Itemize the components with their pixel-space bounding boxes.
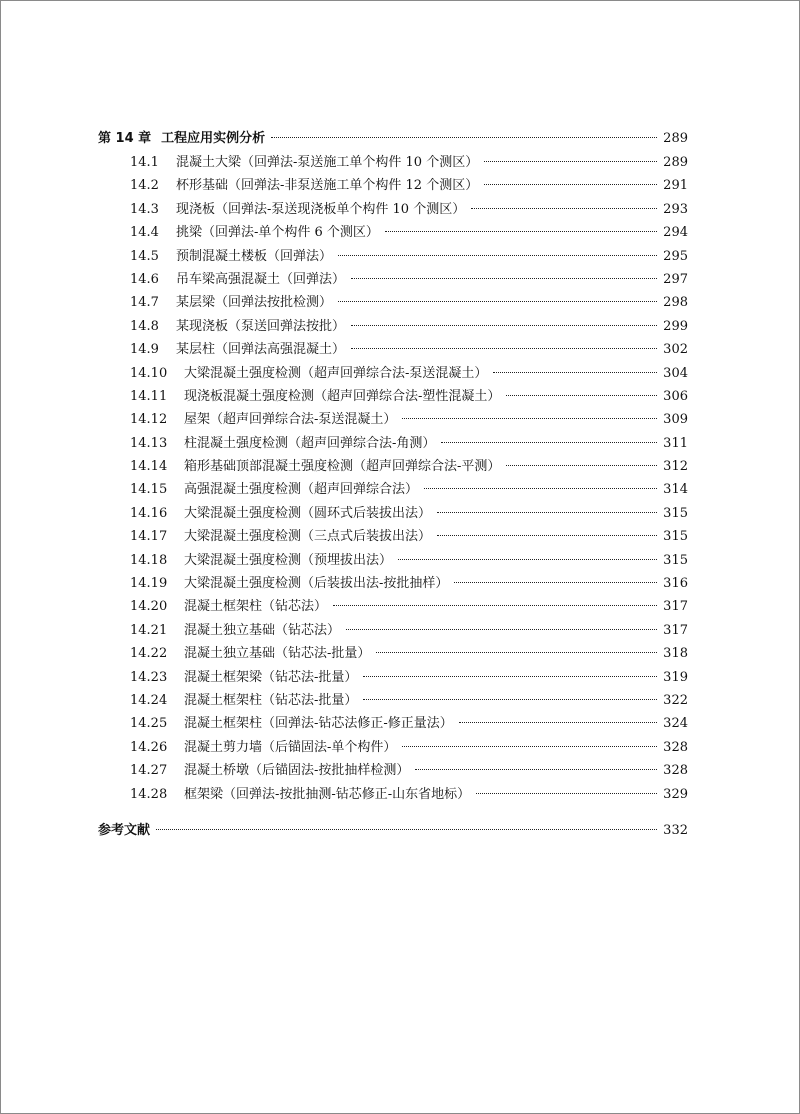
section-number: 14.1 (130, 155, 159, 170)
dot-leader (459, 722, 657, 723)
section-list (98, 151, 688, 806)
dot-leader (398, 559, 657, 560)
table-of-contents (98, 127, 688, 842)
references-page-number: 332 (663, 822, 688, 838)
toc-references-entry[interactable] (98, 819, 688, 842)
dot-leader (271, 137, 657, 138)
toc-section-entry[interactable] (98, 245, 688, 268)
section-page-number: 328 (663, 739, 688, 755)
section-number: 14.18 (130, 552, 168, 568)
section-number: 14.3 (130, 201, 159, 217)
section-title: 大梁混凝土强度检测（后装拔出法-按批抽样） (184, 576, 449, 592)
dot-leader (506, 395, 657, 396)
toc-section-entry[interactable] (98, 666, 688, 689)
section-page-number: 302 (663, 342, 688, 358)
section-number: 14.5 (130, 248, 159, 264)
section-title: 高强混凝土强度检测（超声回弹综合法） (184, 482, 419, 498)
section-page-number: 291 (663, 178, 688, 194)
section-page-number: 317 (663, 622, 688, 638)
section-page-number: 315 (663, 505, 688, 521)
dot-leader (402, 746, 657, 747)
section-title: 预制混凝土楼板（回弹法） (176, 248, 333, 264)
section-title: 某层柱（回弹法高强混凝土） (176, 342, 346, 358)
section-page-number: 311 (663, 435, 688, 451)
toc-section-entry[interactable] (98, 291, 688, 314)
dot-leader (437, 535, 657, 536)
section-title: 挑梁（回弹法-单个构件 6 个测区） (176, 225, 379, 241)
dot-leader (471, 208, 657, 209)
section-page-number: 318 (663, 646, 688, 662)
section-page-number: 294 (663, 225, 688, 241)
dot-leader (351, 348, 657, 349)
section-number: 14.6 (130, 271, 159, 287)
section-number: 14.2 (130, 178, 159, 194)
section-page-number: 309 (663, 412, 688, 428)
toc-section-entry[interactable] (98, 619, 688, 642)
dot-leader (385, 231, 657, 232)
section-number: 14.10 (130, 365, 168, 381)
section-title: 箱形基础顶部混凝土强度检测（超声回弹综合法-平测） (184, 459, 501, 475)
dot-leader (338, 301, 657, 302)
toc-section-entry[interactable] (98, 174, 688, 197)
section-number: 14.23 (130, 669, 168, 685)
toc-section-entry[interactable] (98, 338, 688, 361)
dot-leader (346, 629, 657, 630)
dot-leader (415, 769, 657, 770)
section-title: 屋架（超声回弹综合法-泵送混凝土） (184, 412, 397, 428)
chapter-page-number: 289 (663, 131, 688, 146)
section-title: 混凝土独立基础（钻芯法-批量） (184, 646, 371, 662)
chapter-number: 第 14 章 (98, 131, 152, 146)
section-page-number: 293 (663, 201, 688, 217)
dot-leader (351, 325, 657, 326)
section-title: 混凝土框架梁（钻芯法-批量） (184, 669, 358, 685)
section-title: 混凝土框架柱（回弹法-钻芯法修正-修正量法） (184, 716, 453, 732)
section-title: 大梁混凝土强度检测（预埋拔出法） (184, 552, 393, 568)
section-title: 框架梁（回弹法-按批抽测-钻芯修正-山东省地标） (184, 786, 471, 802)
dot-leader (402, 418, 657, 419)
toc-section-entry[interactable] (98, 525, 688, 548)
dot-leader (484, 184, 657, 185)
section-number: 14.22 (130, 646, 168, 662)
dot-leader (363, 699, 657, 700)
section-title: 吊车梁高强混凝土（回弹法） (176, 271, 346, 287)
toc-section-entry[interactable] (98, 712, 688, 735)
section-title: 大梁混凝土强度检测（超声回弹综合法-泵送混凝土） (184, 365, 488, 381)
toc-section-entry[interactable] (98, 362, 688, 385)
section-page-number: 322 (663, 692, 688, 708)
section-title: 现浇板（回弹法-泵送现浇板单个构件 10 个测区） (176, 201, 466, 217)
section-title: 杯形基础（回弹法-非泵送施工单个构件 12 个测区） (176, 178, 479, 194)
section-number: 14.11 (130, 388, 168, 404)
section-page-number: 329 (663, 786, 688, 802)
toc-section-entry[interactable] (98, 408, 688, 431)
section-number: 14.17 (130, 529, 168, 545)
section-title: 混凝土大梁（回弹法-泵送施工单个构件 10 个测区） (176, 155, 479, 170)
dot-leader (156, 829, 657, 830)
section-page-number: 298 (663, 295, 688, 311)
dot-leader (338, 255, 657, 256)
toc-section-entry[interactable] (98, 736, 688, 759)
section-title: 某现浇板（泵送回弹法按批） (176, 318, 346, 334)
section-page-number: 315 (663, 552, 688, 568)
toc-section-entry[interactable] (98, 549, 688, 572)
toc-section-entry[interactable] (98, 689, 688, 712)
section-page-number: 295 (663, 248, 688, 264)
section-number: 14.12 (130, 412, 168, 428)
section-number: 14.25 (130, 716, 168, 732)
toc-section-entry[interactable] (98, 595, 688, 618)
section-number: 14.16 (130, 505, 168, 521)
section-page-number: 306 (663, 388, 688, 404)
section-page-number: 314 (663, 482, 688, 498)
toc-section-entry[interactable] (98, 151, 688, 174)
toc-section-entry[interactable] (98, 268, 688, 291)
section-title: 大梁混凝土强度检测（三点式后装拔出法） (184, 529, 432, 545)
toc-section-entry[interactable] (98, 502, 688, 525)
dot-leader (506, 465, 657, 466)
toc-section-entry[interactable] (98, 783, 688, 806)
dot-leader (493, 372, 657, 373)
toc-section-entry[interactable] (98, 572, 688, 595)
section-number: 14.24 (130, 692, 168, 708)
section-page-number: 297 (663, 271, 688, 287)
section-page-number: 299 (663, 318, 688, 334)
section-page-number: 328 (663, 763, 688, 779)
section-page-number: 317 (663, 599, 688, 615)
toc-section-entry[interactable] (98, 221, 688, 244)
toc-section-entry[interactable] (98, 478, 688, 501)
dot-leader (363, 676, 657, 677)
section-page-number: 324 (663, 716, 688, 732)
section-number: 14.26 (130, 739, 168, 755)
references-title: 参考文献 (98, 822, 151, 838)
dot-leader (424, 488, 657, 489)
chapter-title: 工程应用实例分析 (161, 131, 266, 146)
dot-leader (454, 582, 657, 583)
section-number: 14.7 (130, 295, 159, 311)
section-page-number: 315 (663, 529, 688, 545)
dot-leader (476, 793, 657, 794)
section-title: 混凝土框架柱（钻芯法） (184, 599, 328, 615)
section-page-number: 316 (663, 576, 688, 592)
toc-section-entry[interactable] (98, 642, 688, 665)
toc-section-entry[interactable] (98, 455, 688, 478)
section-number: 14.8 (130, 318, 159, 334)
section-number: 14.21 (130, 622, 168, 638)
section-number: 14.28 (130, 786, 168, 802)
toc-section-entry[interactable] (98, 198, 688, 221)
section-number: 14.13 (130, 435, 168, 451)
dot-leader (333, 605, 657, 606)
section-title: 混凝土框架柱（钻芯法-批量） (184, 692, 358, 708)
toc-section-entry[interactable] (98, 759, 688, 782)
section-number: 14.14 (130, 459, 168, 475)
section-page-number: 319 (663, 669, 688, 685)
toc-section-entry[interactable] (98, 432, 688, 455)
section-title: 现浇板混凝土强度检测（超声回弹综合法-塑性混凝土） (184, 388, 501, 404)
dot-leader (376, 652, 657, 653)
dot-leader (441, 442, 657, 443)
section-title: 混凝土独立基础（钻芯法） (184, 622, 341, 638)
dot-leader (437, 512, 657, 513)
section-title: 某层梁（回弹法按批检测） (176, 295, 333, 311)
section-number: 14.19 (130, 576, 168, 592)
section-number: 14.27 (130, 763, 168, 779)
section-page-number: 304 (663, 365, 688, 381)
toc-section-entry[interactable] (98, 385, 688, 408)
section-page-number: 312 (663, 459, 688, 475)
section-title: 大梁混凝土强度检测（圆环式后装拔出法） (184, 505, 432, 521)
section-title: 混凝土剪力墙（后锚固法-单个构件） (184, 739, 397, 755)
toc-section-entry[interactable] (98, 315, 688, 338)
section-title: 柱混凝土强度检测（超声回弹综合法-角测） (184, 435, 436, 451)
dot-leader (351, 278, 657, 279)
section-number: 14.15 (130, 482, 168, 498)
section-title: 混凝土桥墩（后锚固法-按批抽样检测） (184, 763, 410, 779)
section-page-number: 289 (663, 155, 688, 170)
section-number: 14.9 (130, 342, 159, 358)
section-number: 14.20 (130, 599, 168, 615)
toc-chapter-entry[interactable] (98, 127, 688, 151)
dot-leader (484, 161, 657, 162)
section-number: 14.4 (130, 225, 159, 241)
